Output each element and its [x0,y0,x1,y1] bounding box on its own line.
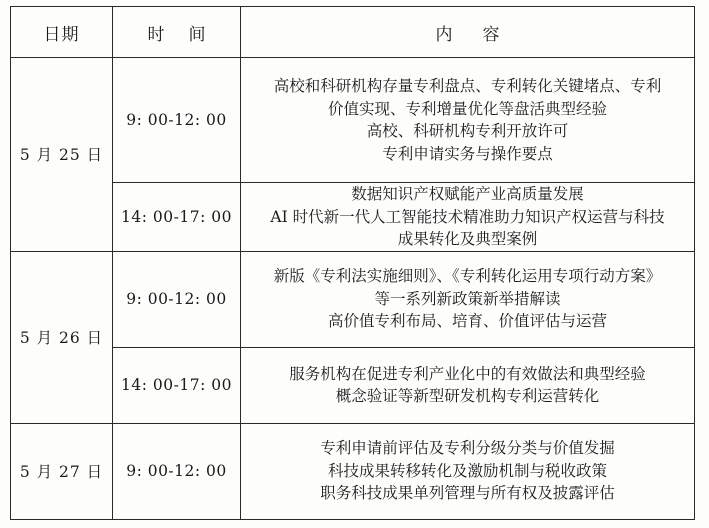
content-line: 数据知识产权赋能产业高质量发展 [351,185,584,203]
content-cell [241,183,695,252]
header-date: 日期 [11,7,113,58]
content-line: 新版《专利法实施细则》、《专利转化运用专项行动方案》 [273,267,662,286]
table-row [11,347,695,423]
date-cell: 5 月 27 日 [11,423,113,519]
content-line: 职务科技成果单列管理与所有权及披露评估 [320,484,615,503]
content-line: 高校、科研机构专利开放许可 [366,122,569,140]
schedule-table [10,6,695,520]
time-cell: 14: 00-17: 00 [113,183,241,252]
header-time: 时间 [113,7,241,58]
table-row [11,423,695,519]
content-line: 高价值专利布局、培育、价值评估与运营 [327,312,607,331]
table-header-row [11,7,695,58]
table-row [11,251,695,347]
time-cell: 9: 00-12: 00 [113,251,241,347]
date-cell: 5 月 26 日 [11,251,113,423]
time-cell: 9: 00-12: 00 [113,423,241,519]
header-content: 内容 [241,7,695,58]
content-line: 服务机构在促进专利产业化中的有效做法和典型经验 [289,364,646,383]
content-line: 高校和科研机构存量专利盘点、专利转化关键堵点、专利 [273,77,662,95]
content-line: 科技成果转移转化及激励机制与税收政策 [327,461,607,480]
content-line: 专利申请前评估及专利分级分类与价值发掘 [320,439,615,458]
time-cell: 14: 00-17: 00 [113,347,241,423]
content-line: 专利申请实务与操作要点 [382,144,553,163]
content-line: 概念验证等新型研发机构专利运营转化 [335,387,600,405]
content-cell [241,58,695,183]
content-cell [241,347,695,423]
table-row [11,183,695,252]
content-line: 成果转化及典型案例 [397,230,538,248]
content-cell [241,423,695,519]
content-line: 价值实现、专利增量优化等盘活典型经验 [327,99,607,118]
table-row [11,58,695,183]
time-cell: 9: 00-12: 00 [113,58,241,183]
content-line: 等一系列新政策新举措解读 [374,289,561,308]
content-cell [241,251,695,347]
content-line: AI 时代新一代人工智能技术精准助力知识产权运营与科技 [270,207,665,226]
date-cell: 5 月 25 日 [11,58,113,252]
